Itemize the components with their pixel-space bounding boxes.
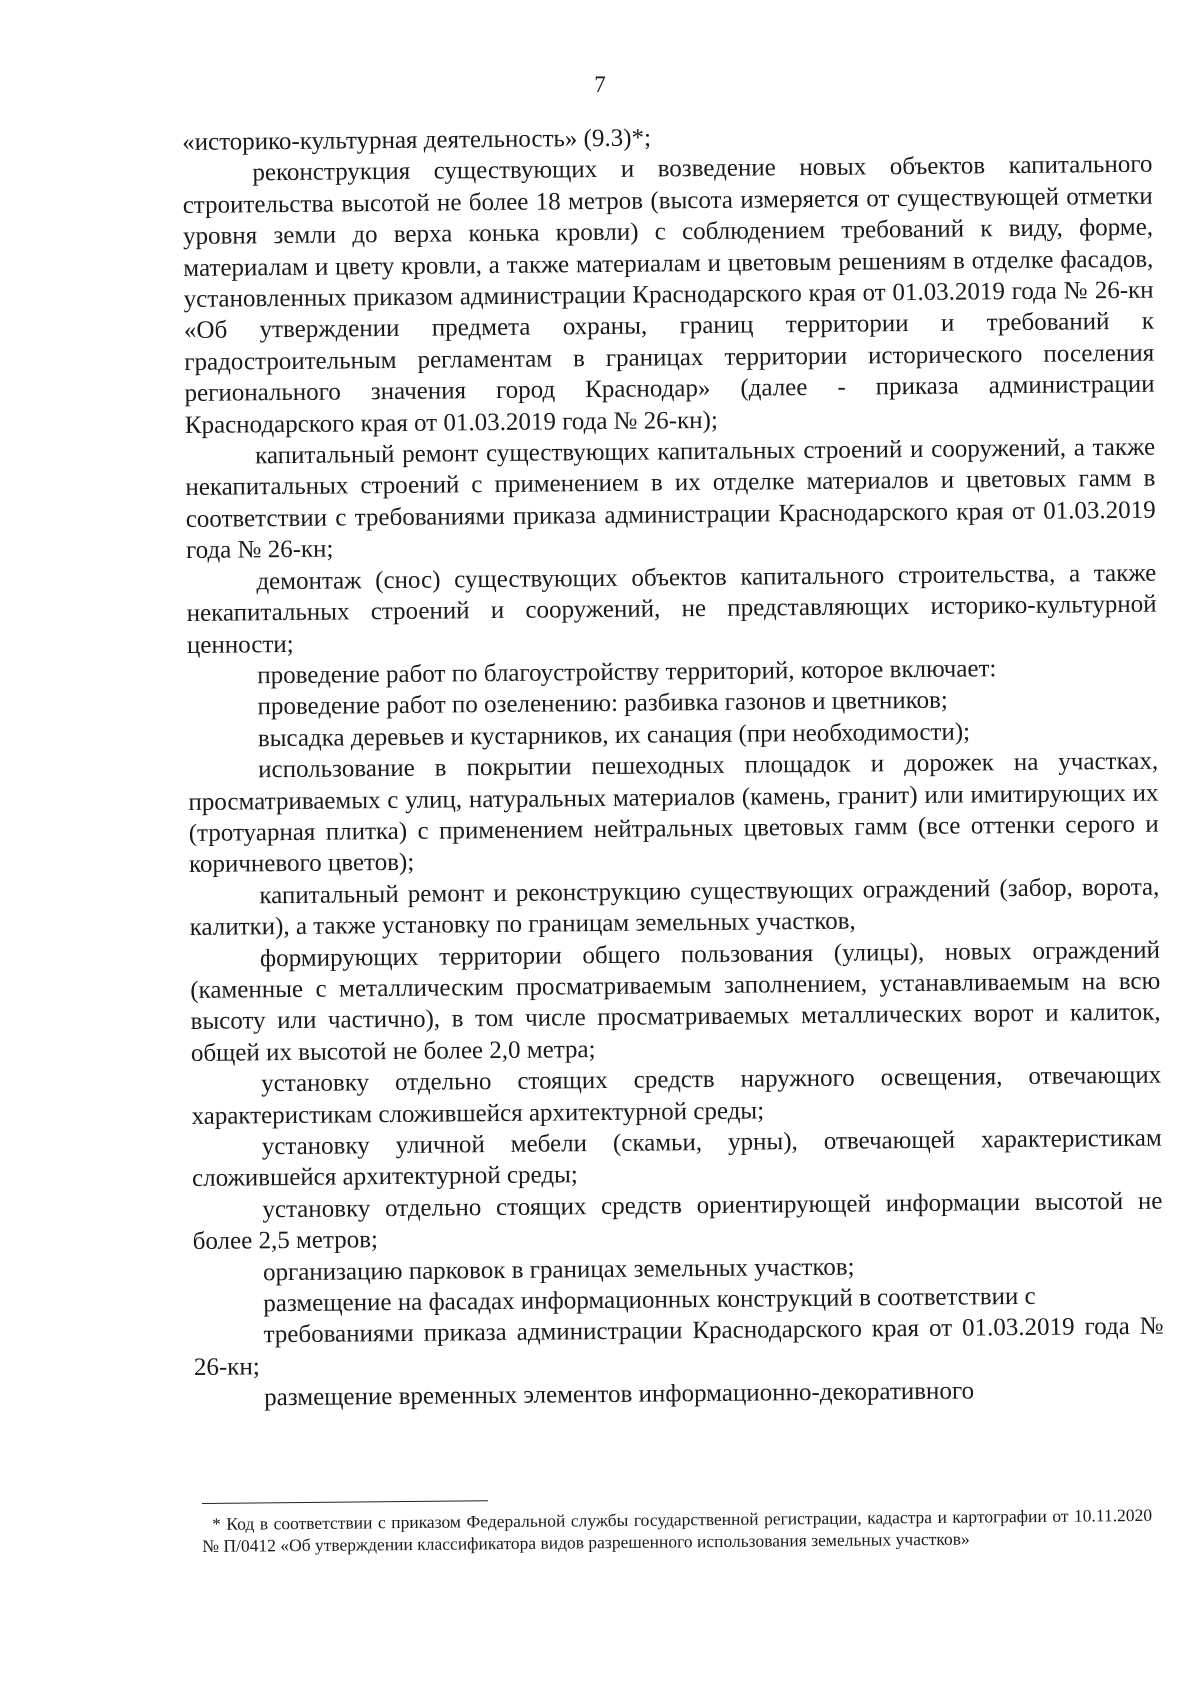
- paragraph-10: формирующих территории общего пользования (улицы), новых ограждений (каменные с металлическим просматриваемым заполнением, устанавливаемым на всю высоту или частично), в том числе просматриваемых металлических ворот и калиток, общей их высотой не более 2,0 метра;: [190, 936, 1161, 1067]
- page-number: 7: [594, 72, 606, 97]
- paragraph-2: реконструкция существующих и возведение новых объектов капитального строительства высотой не более 18 метров (высота измеряется от существующей отметки уровня земли до верха конька кровли) с соблюдением требований к виду, форме, материалам и цвету кровли, а также материалам и цветовым решениям в отделке фасадов, установленных приказом администрации Краснодарского края от 01.03.2019 года № 26-кн «Об утверждении предмета охраны, границ территории и требований к градостроительным регламентам в границах территории исторического поселения регионального значения город Краснодар» (далее - приказа администрации Краснодарского края от 01.03.2019 года № 26-кн);: [182, 151, 1155, 439]
- paragraph-5: проведение работ по благоустройству территорий, которое включает:: [257, 655, 997, 690]
- paragraph-11: установку отдельно стоящих средств наружного освещения, отвечающих характеристикам сложившейся архитектурной среды;: [191, 1061, 1162, 1130]
- paragraph-16: требованиями приказа администрации Краснодарского края от 01.03.2019 года № 26-кн;: [193, 1313, 1164, 1381]
- paragraph-6: проведение работ по озеленению: разбивка газонов и цветников;: [257, 686, 948, 721]
- paragraph-14: организацию парковок в границах земельных участков;: [262, 1253, 855, 1286]
- footnote-text: * Код в соответствии с приказом Федеральной службы государственной регистрации, кадастра и картографии от 10.11.2020 № П/0412 «Об утверждении классификатора видов разрешенного использования земельных участков»: [202, 1504, 1153, 1556]
- paragraph-4: демонтаж (снос) существующих объектов капитального строительства, а также некапитальных строений и сооружений, не представляющих историко-культурной ценности;: [186, 559, 1157, 659]
- footnote: [202, 1504, 1152, 1557]
- paragraph-8: использование в покрытии пешеходных площадок и дорожек на участках, просматриваемых с улиц, натуральных материалов (камень, гранит) или имитирующих их (тротуарная плитка) с применением нейтральных цветовых гамм (все оттенки серого и коричневого цветов);: [188, 747, 1159, 879]
- paragraph-1: «историко-культурная деятельность» (9.3)*;: [182, 124, 652, 156]
- paragraph-13: установку отдельно стоящих средств ориентирующей информации высотой не более 2,5 метров;: [192, 1187, 1163, 1256]
- paragraph-15: размещение на фасадах информационных конструкций в соответствии с: [263, 1282, 1036, 1318]
- paragraph-17: размещение временных элементов информационно-декоративного: [264, 1377, 975, 1412]
- paragraph-3: капитальный ремонт существующих капитальных строений и сооружений, а также некапитальных строений с применением в их отделке материалов и цветовых гамм в соответствии с требованиями приказа администрации Краснодарского края от 01.03.2019 года № 26-кн;: [185, 433, 1156, 565]
- paragraph-7: высадка деревьев и кустарников, их санация (при необходимости);: [257, 718, 971, 753]
- footnote-divider: [202, 1500, 488, 1504]
- paragraph-12: установку уличной мебели (скамьи, урны), отвечающей характеристикам сложившейся архитектурной среды;: [191, 1124, 1162, 1193]
- document-body: [182, 118, 1164, 1415]
- paragraph-9: капитальный ремонт и реконструкцию существующих ограждений (забор, ворота, калитки), а также установку по границам земельных участков,: [189, 873, 1160, 942]
